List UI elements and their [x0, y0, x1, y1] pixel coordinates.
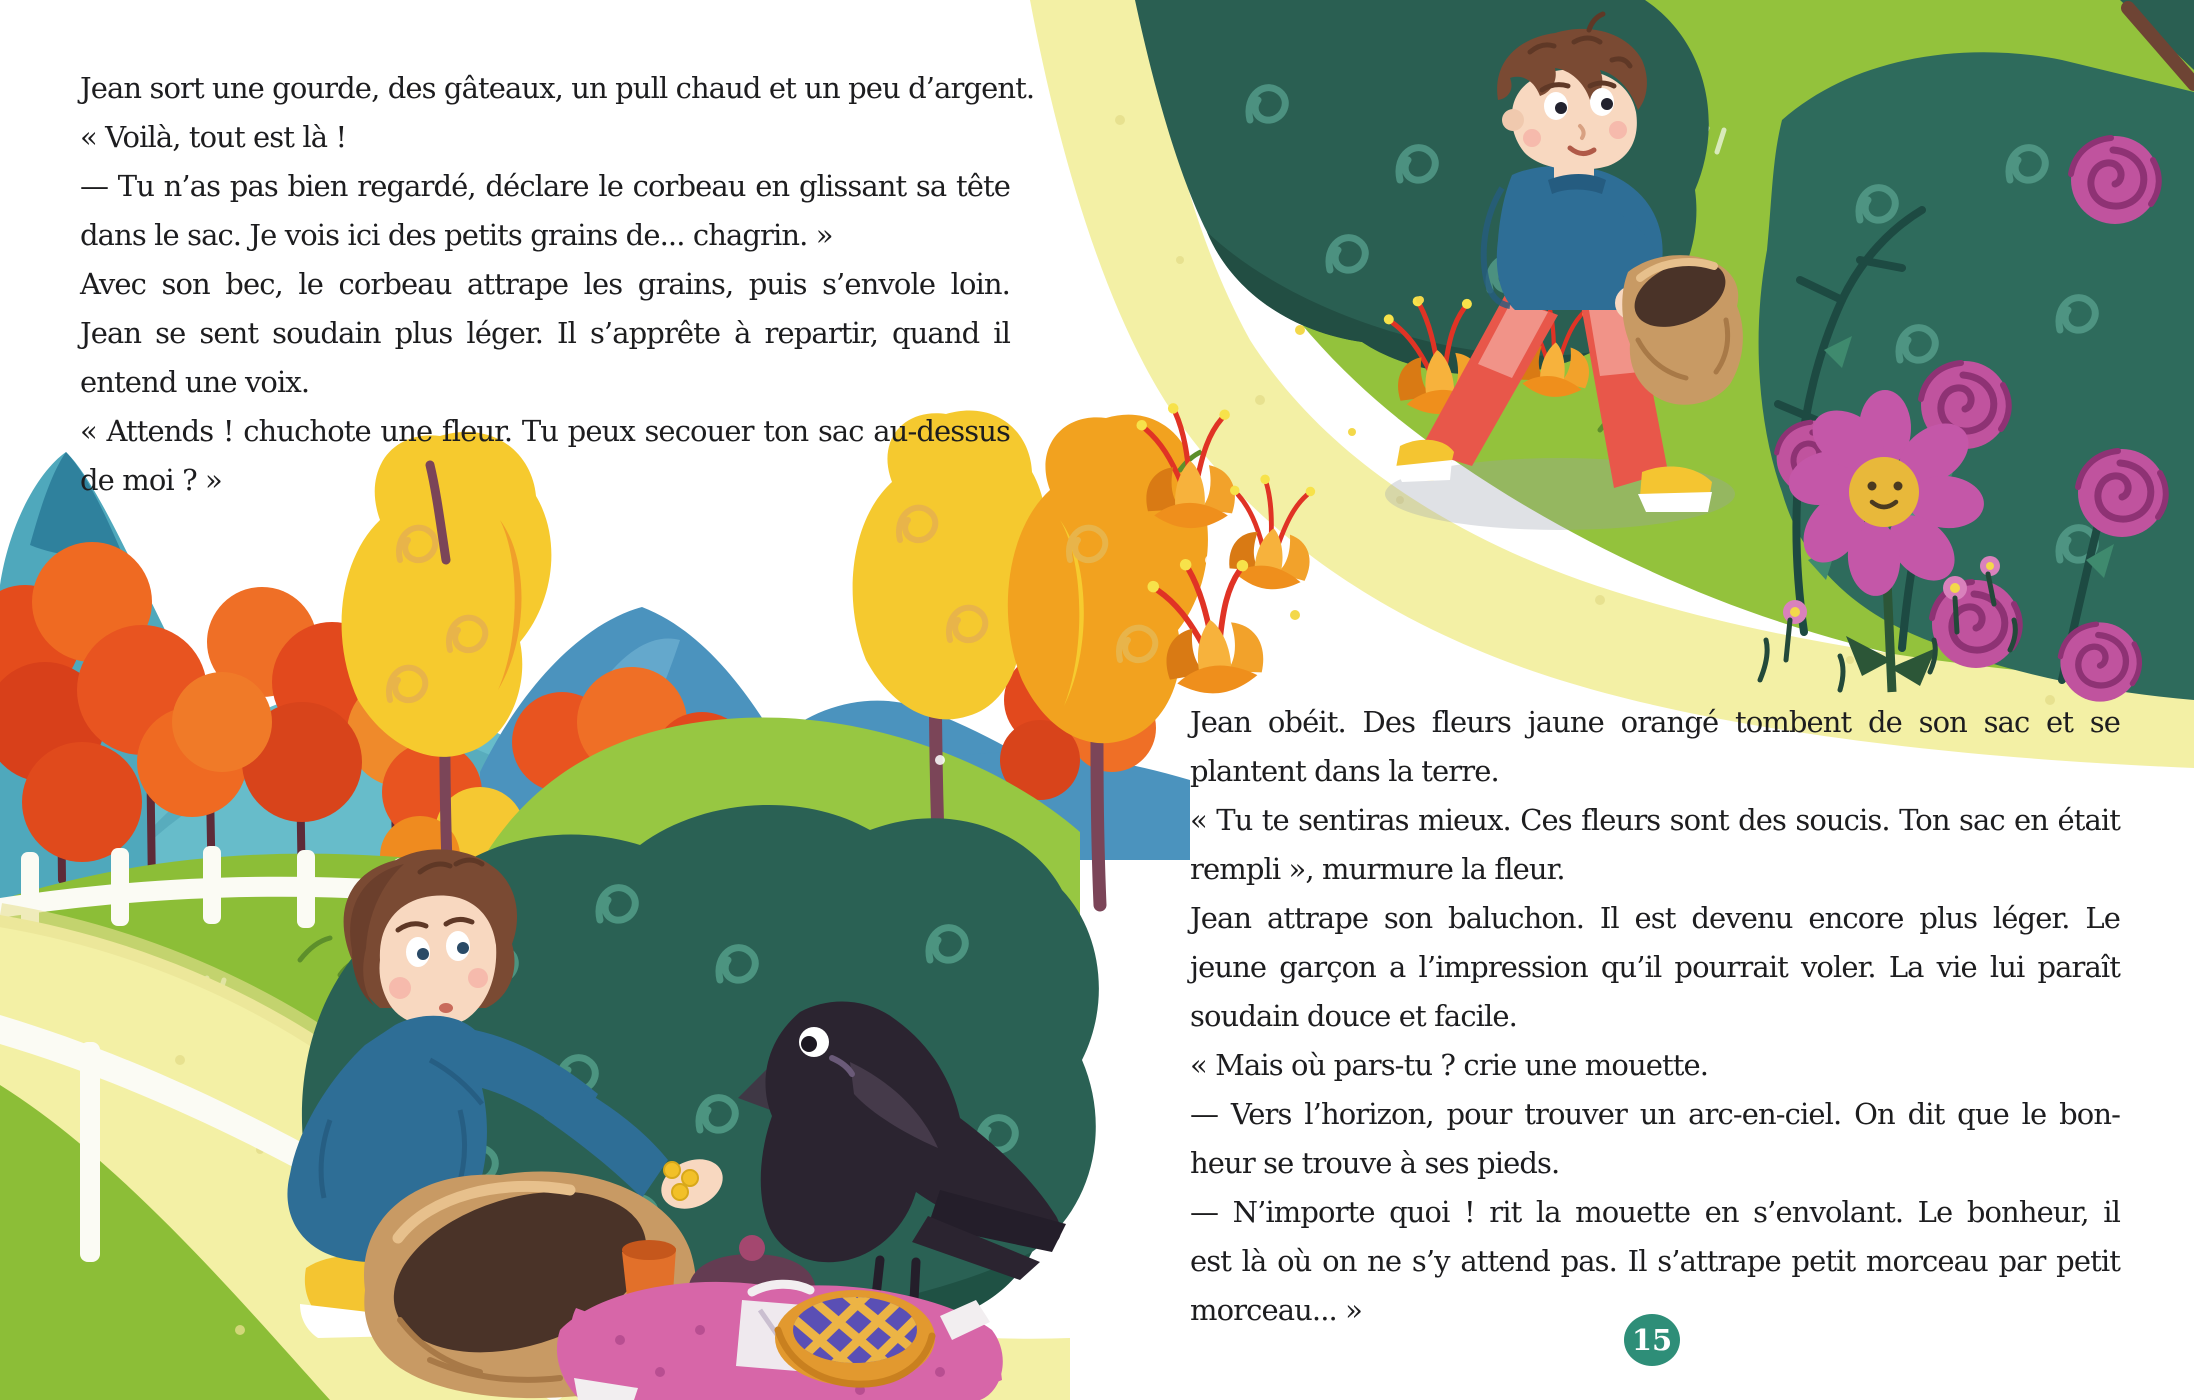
page-number-badge: [1624, 1314, 1680, 1366]
story-line: Avec son bec, le corbeau attrape les grains, puis s’envole loin.: [80, 267, 1010, 301]
story-line: entend une voix.: [80, 365, 310, 399]
story-line: — Vers l’horizon, pour trouver un arc-en-ciel. On dit que le bon-: [1190, 1097, 2120, 1131]
right-story-text: [1190, 698, 2120, 1335]
left-story-text: [80, 64, 1035, 505]
story-line: — Tu n’as pas bien regardé, déclare le corbeau en glissant sa tête: [80, 169, 1010, 203]
story-line: jeune garçon a l’impression qu’il pourrait voler. La vie lui paraît: [1190, 950, 2120, 984]
story-line: Jean sort une gourde, des gâteaux, un pull chaud et un peu d’argent.: [80, 71, 1035, 105]
story-line: heur se trouve à ses pieds.: [1190, 1146, 1560, 1180]
right-page-landscape: [1030, 0, 2194, 768]
story-line: — N’importe quoi ! rit la mouette en s’envolant. Le bonheur, il: [1190, 1195, 2120, 1229]
left-page-landscape: [0, 411, 1237, 1400]
story-line: Jean obéit. Des fleurs jaune orangé tombent de son sac et se: [1190, 705, 2120, 739]
story-line: Jean se sent soudain plus léger. Il s’apprête à repartir, quand il: [80, 316, 1010, 350]
story-line: rempli », murmure la fleur.: [1190, 852, 1565, 886]
carried-sack: [1622, 248, 1743, 405]
story-line: est là où on ne s’y attend pas. Il s’attrape petit morceau par petit: [1190, 1244, 2120, 1278]
story-line: « Tu te sentiras mieux. Ces fleurs sont des soucis. Ton sac en était: [1190, 803, 2120, 837]
story-line: morceau... »: [1190, 1293, 1363, 1327]
story-line: « Voilà, tout est là !: [80, 120, 347, 154]
story-line: « Attends ! chuchote une fleur. Tu peux secouer ton sac au-dessus: [80, 414, 1010, 448]
story-line: « Mais où pars-tu ? crie une mouette.: [1190, 1048, 1709, 1082]
story-line: de moi ? »: [80, 463, 222, 497]
page-number: 15: [1631, 1323, 1673, 1357]
story-line: plantent dans la terre.: [1190, 754, 1499, 788]
lattice-pie: [775, 1290, 935, 1386]
story-line: soudain douce et facile.: [1190, 999, 1517, 1033]
story-line: dans le sac. Je vois ici des petits grains de... chagrin. »: [80, 218, 833, 252]
story-line: Jean attrape son baluchon. Il est devenu encore plus léger. Le: [1190, 901, 2120, 935]
